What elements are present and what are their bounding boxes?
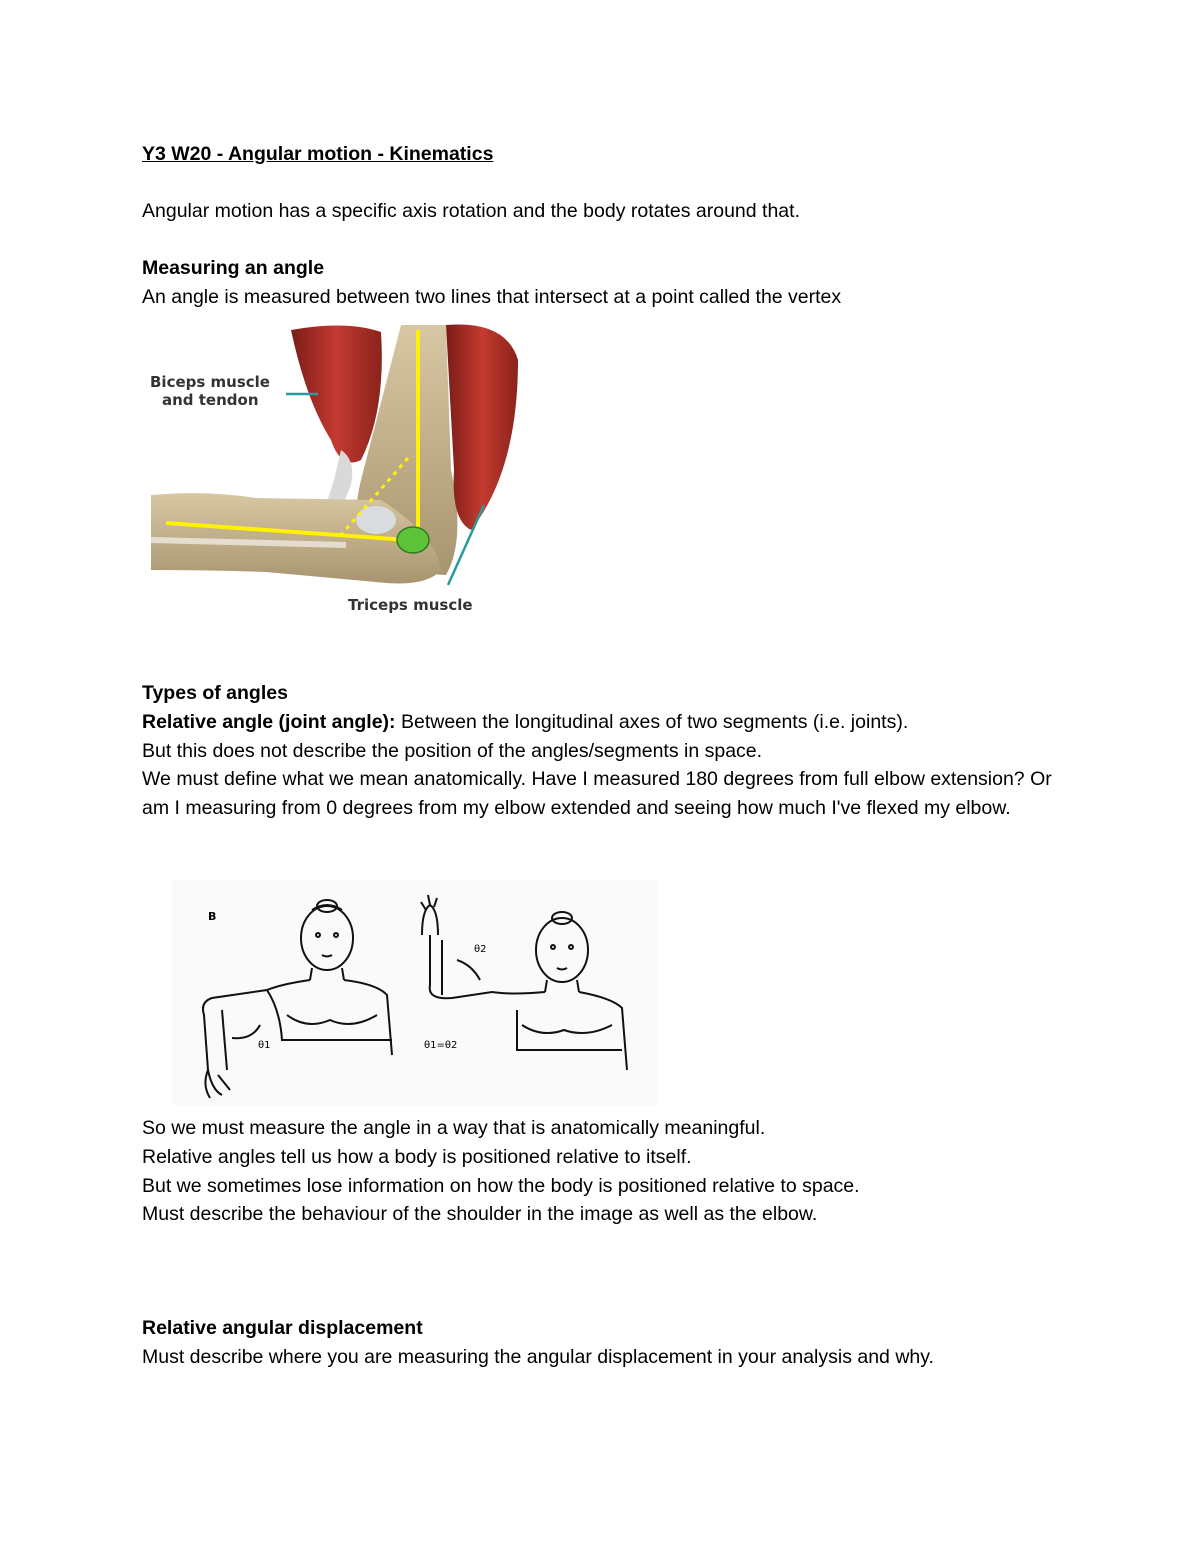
panel-label: B bbox=[208, 910, 217, 923]
after-line-4: Must describe the behaviour of the shoulder in the image as well as the elbow. bbox=[142, 1203, 818, 1225]
biceps-label-line1: Biceps muscle bbox=[150, 373, 270, 391]
after-line-1: So we must measure the angle in a way that is anatomically meaningful. bbox=[142, 1117, 766, 1139]
joint-cartilage bbox=[356, 506, 396, 534]
after-line-2: Relative angles tell us how a body is positioned relative to itself. bbox=[142, 1146, 692, 1168]
page-title: Y3 W20 - Angular motion - Kinematics bbox=[142, 143, 494, 165]
relative-angle-line bbox=[142, 708, 908, 736]
elbow-anatomy-figure bbox=[146, 320, 526, 620]
types-line2: But this does not describe the position of the angles/segments in space. bbox=[142, 740, 763, 762]
types-heading: Types of angles bbox=[142, 682, 288, 704]
triceps-muscle bbox=[446, 324, 518, 530]
displacement-heading: Relative angular displacement bbox=[142, 1317, 423, 1339]
vertex-marker bbox=[397, 527, 429, 553]
intro-text: Angular motion has a specific axis rotation and the body rotates around that. bbox=[142, 200, 800, 222]
theta1-label: θ1 bbox=[258, 1040, 271, 1051]
measuring-text: An angle is measured between two lines that intersect at a point called the vertex bbox=[142, 286, 842, 308]
measuring-heading: Measuring an angle bbox=[142, 257, 325, 279]
shoulder-elbow-figure bbox=[172, 880, 657, 1105]
theta2-label: θ2 bbox=[474, 944, 487, 955]
displacement-text: Must describe where you are measuring the angular displacement in your analysis and why. bbox=[142, 1346, 934, 1368]
relative-angle-text: Between the longitudinal axes of two segments (i.e. joints). bbox=[395, 711, 909, 733]
theta-equality-label: θ1=θ2 bbox=[424, 1040, 458, 1051]
relative-angle-label: Relative angle (joint angle): bbox=[142, 711, 396, 733]
after-line-3: But we sometimes lose information on how the body is positioned relative to space. bbox=[142, 1175, 860, 1197]
biceps-label-line2: and tendon bbox=[162, 391, 259, 409]
triceps-label: Triceps muscle bbox=[348, 596, 473, 614]
types-line3: We must define what we mean anatomically. Have I measured 180 degrees from full elbow extension? Or am I measuring from 0 degrees from my elbow extended and seeing how much I've flexed my elbow. bbox=[142, 768, 1052, 819]
